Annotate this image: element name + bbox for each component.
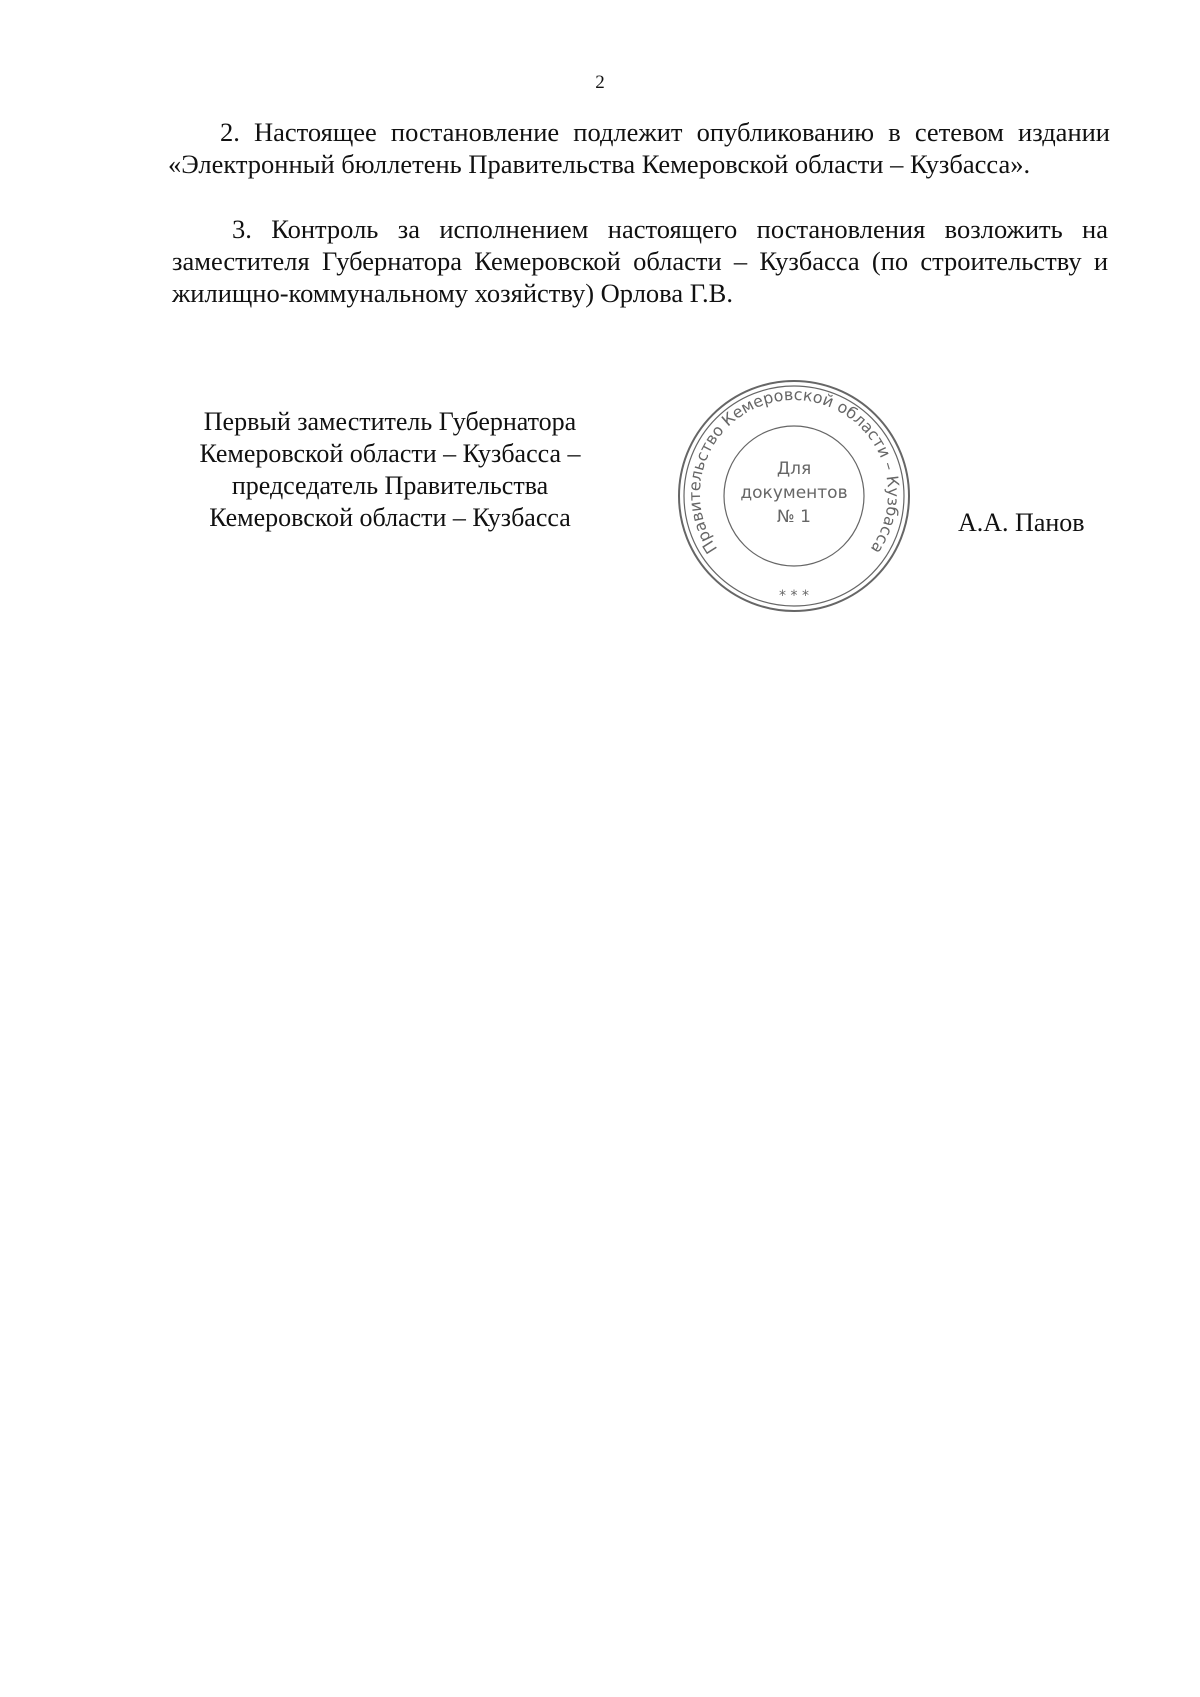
signer-title-line: Кемеровской области – Кузбасса – — [199, 439, 581, 468]
seal-center-line: документов — [740, 483, 848, 503]
official-seal-stamp — [676, 378, 912, 614]
seal-center-line: Для — [776, 459, 812, 479]
signer-title-line: председатель Правительства — [231, 471, 549, 500]
signer-title-line: Первый заместитель Губернатора — [203, 407, 577, 436]
paragraph-control: 3. Контроль за исполнением настоящего постановления возложить на заместителя Губернатора Кемеровской области – Кузбасса (по строительству и жилищно-коммунальному хозяйству) Орлова Г.В. — [172, 214, 1108, 308]
page-number: 2 — [595, 72, 605, 93]
signer-name: А.А. Панов — [958, 508, 1085, 537]
paragraph-publication: 2. Настоящее постановление подлежит опубликованию в сетевом издании «Электронный бюллетень Правительства Кемеровской области – Кузбасса». — [168, 117, 1110, 179]
seal-center-line: № 1 — [777, 507, 811, 527]
signer-title — [160, 406, 620, 534]
seal-ring-text: Правительство Кемеровской области – Кузбасса — [684, 384, 904, 558]
seal-graphic — [676, 378, 912, 614]
seal-stars: * * * — [779, 588, 809, 604]
signer-title-line: Кемеровской области – Кузбасса — [209, 503, 571, 532]
